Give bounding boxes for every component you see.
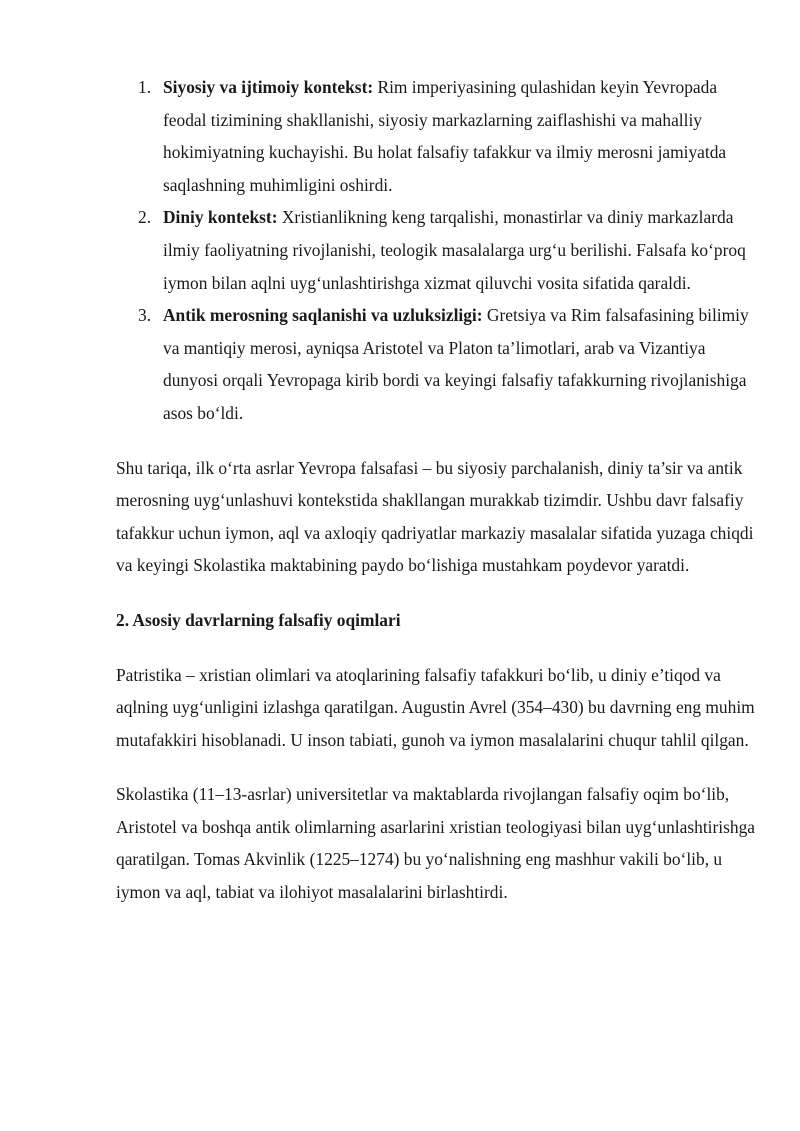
document-page: [116, 71, 756, 909]
list-item-lead: Diniy kontekst:: [163, 207, 278, 228]
summary-paragraph: Shu tariqa, ilk o‘rta asrlar Yevropa falsafasi – bu siyosiy parchalanish, diniy ta’sir va antik merosning uyg‘unlashuvi kontekstida shakllangan murakkab tizimdir. Ushbu davr falsafiy tafakkur uchun iymon, aql va axloqiy qadriyatlar markaziy masalalar sifatida yuzaga chiqdi va keyingi Skolastika maktabining paydo bo‘lishiga mustahkam poydevor yaratdi.: [116, 457, 754, 576]
skolastika-paragraph: Skolastika (11–13-asrlar) universitetlar va maktablarda rivojlangan falsafiy oqim bo‘lib, Aristotel va boshqa antik olimlarning asarlarini xristian teologiyasi bilan uyg‘unlashtirishga qaratilgan. Tomas Akvinlik (1225–1274) bu yo‘nalishning eng mashhur vakili bo‘lib, u iymon va aql, tabiat va ilohiyot masalalarini birlashtirdi.: [116, 784, 755, 903]
list-item-text: Xristianlikning keng tarqalishi, monastirlar va diniy markazlarda ilmiy faoliyatning rivojlanishi, teologik masalalarga urg‘u berilishi. Falsafa ko‘proq iymon bilan aqlni uyg‘unlashtirishga xizmat qiluvchi vosita sifatida qaraldi.: [163, 207, 746, 293]
list-item-text: Gretsiya va Rim falsafasining bilimiy va mantiqiy merosi, ayniqsa Aristotel va Platon ta’limotlari, arab va Vizantiya dunyosi orqali Yevropaga kirib bordi va keyingi falsafiy tafakkurning rivojlanishiga asos bo‘ldi.: [163, 305, 749, 423]
list-item-number: 1.: [138, 77, 152, 97]
list-item-number: 3.: [138, 305, 152, 326]
context-list: [116, 71, 756, 430]
list-item-number: 2.: [138, 207, 152, 228]
list-item-text: Rim imperiyasining qulashidan keyin Yevropada feodal tizimining shakllanishi, siyosiy markazlarning zaiflashishi va mahalliy hokimiyatning kuchayishi. Bu holat falsafiy tafakkur va ilmiy merosni jamiyatda saqlashning muhimligini oshirdi.: [163, 77, 727, 195]
patristika-paragraph: Patristika – xristian olimlari va atoqlarining falsafiy tafakkuri bo‘lib, u diniy e’tiqod va aqlning uyg‘unligini izlashga qaratilgan. Augustin Avrel (354–430) bu davrning eng muhim mutafakkiri hisoblanadi. U inson tabiati, gunoh va iymon masalalarini chuqur tahlil qilgan.: [116, 664, 755, 750]
list-item-lead: Siyosiy va ijtimoiy kontekst:: [163, 77, 374, 97]
list-item: [116, 201, 756, 299]
list-item-lead: Antik merosning saqlanishi va uzluksizligi:: [163, 305, 483, 326]
list-item: [116, 299, 756, 429]
section-heading: 2. Asosiy davrlarning falsafiy oqimlari: [116, 609, 401, 630]
list-item: [116, 71, 756, 201]
